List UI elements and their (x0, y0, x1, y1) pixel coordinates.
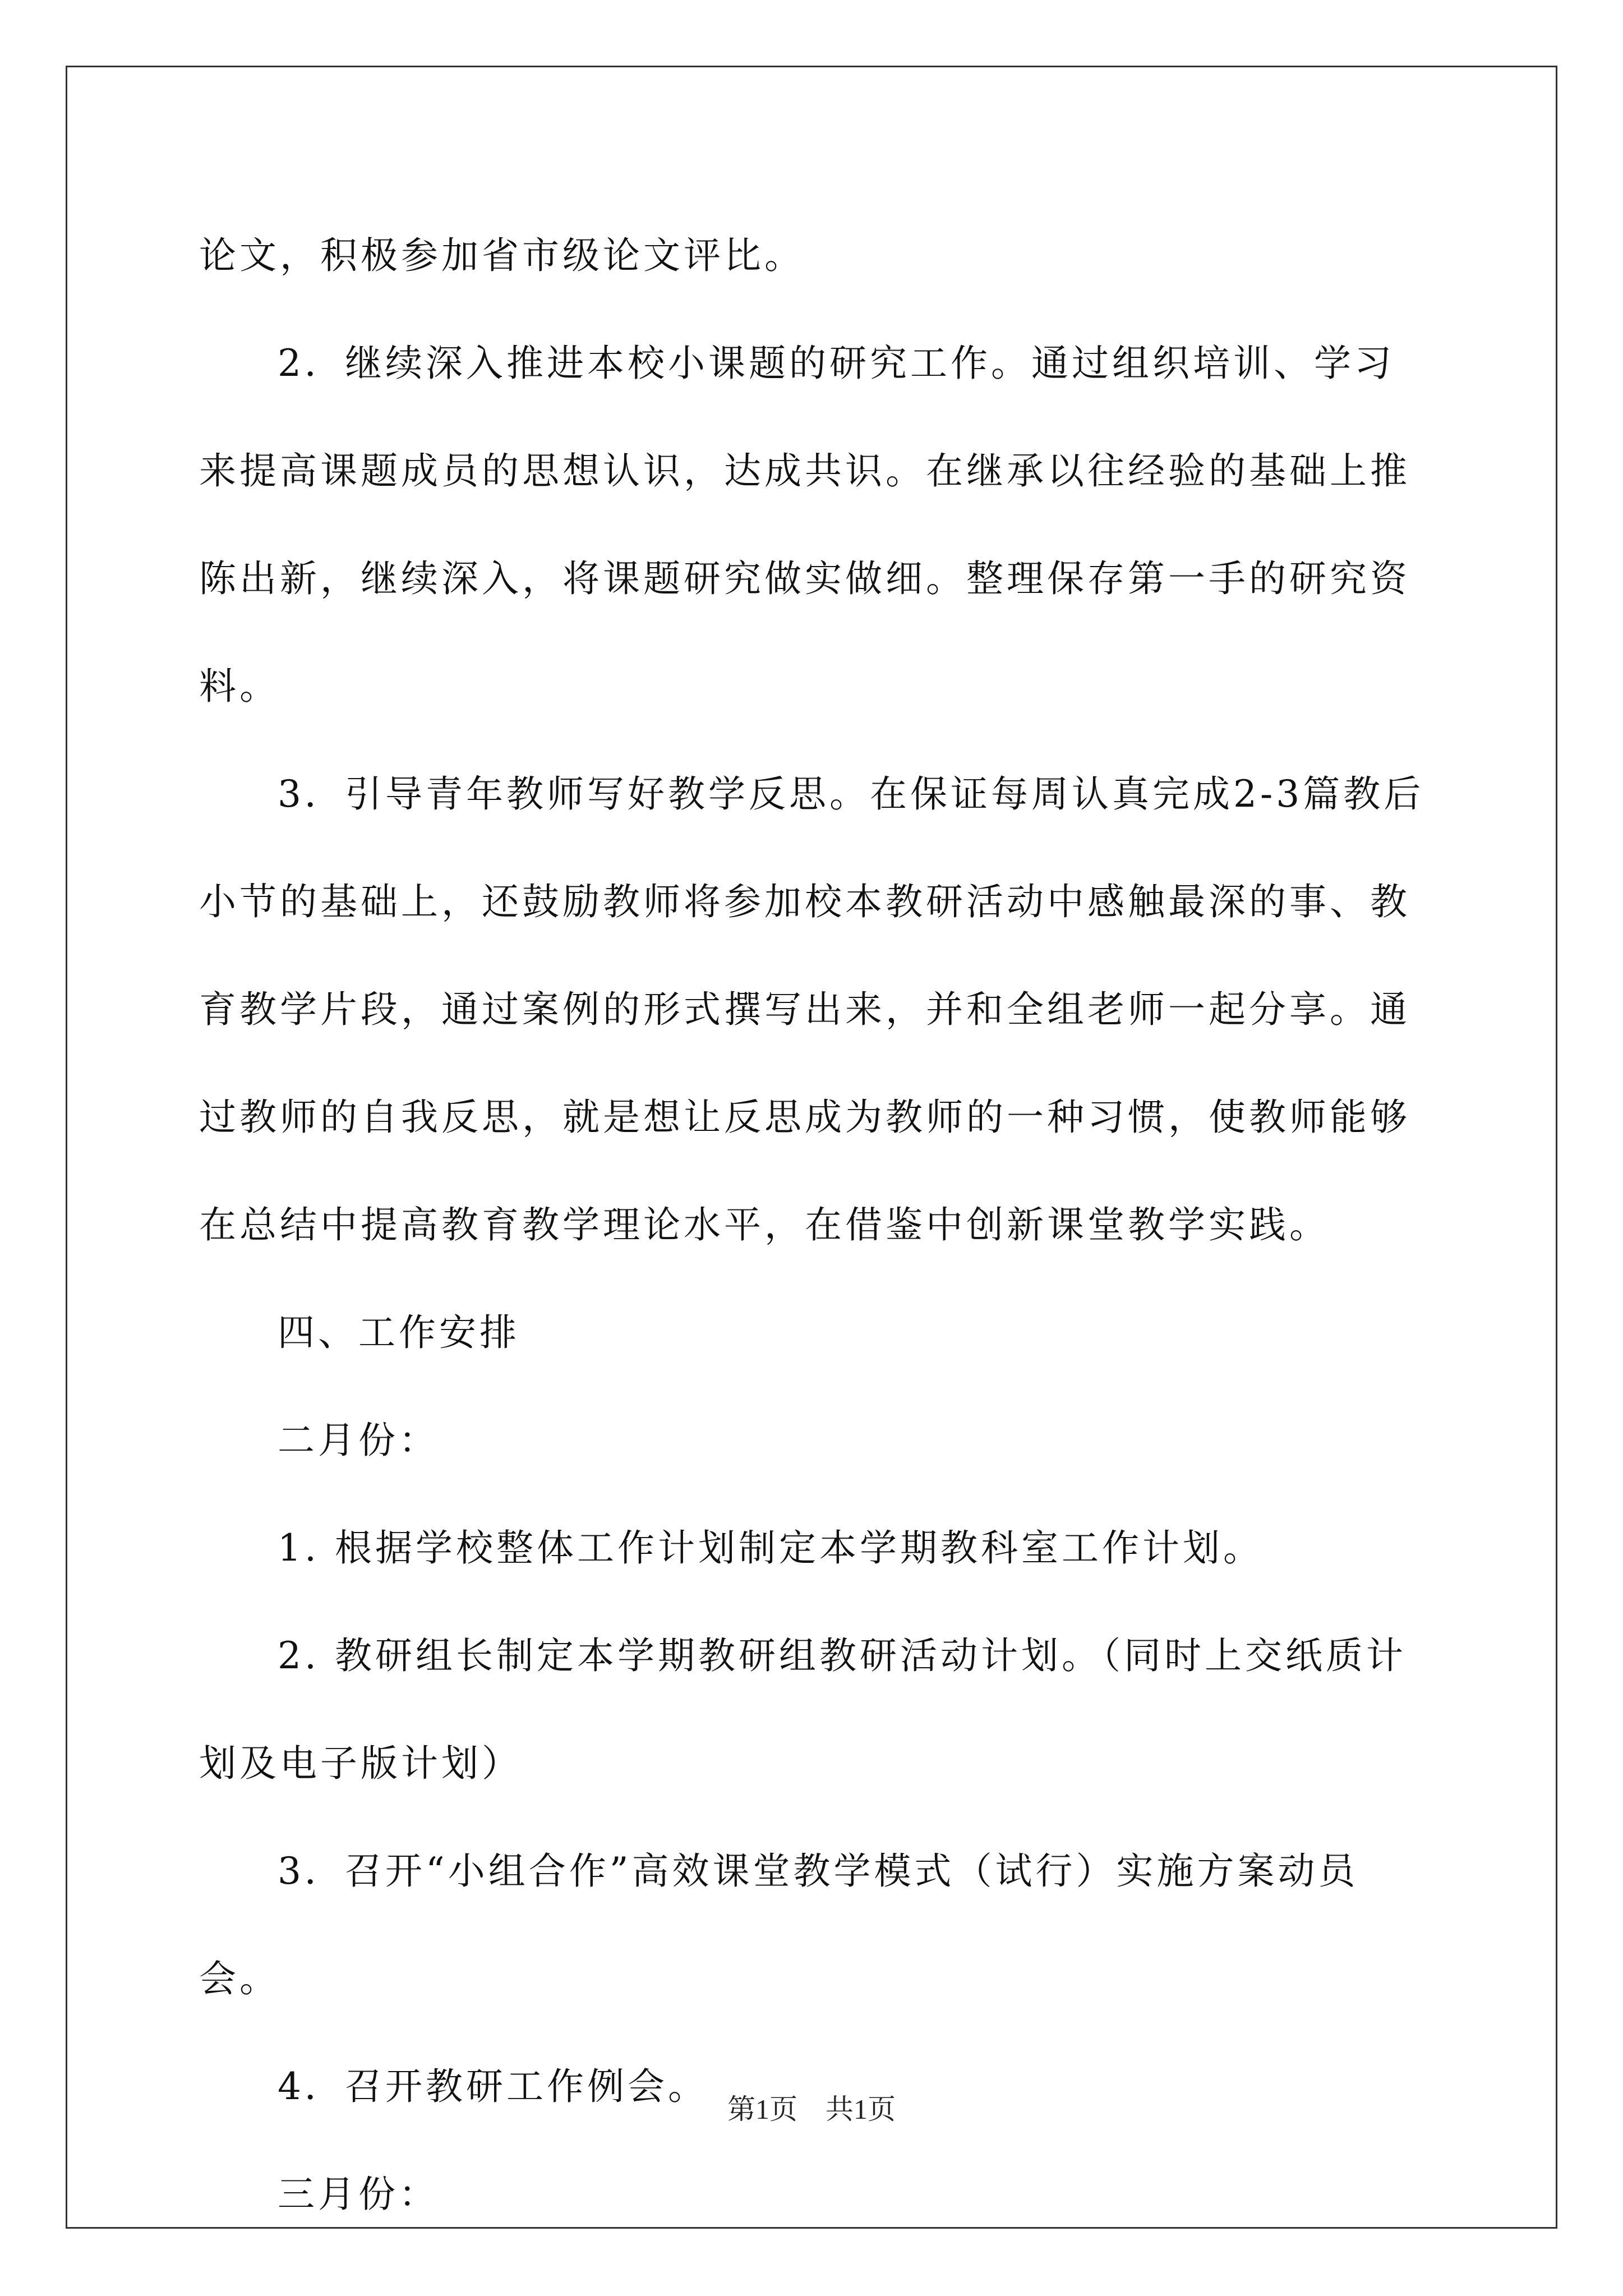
paragraph: 论文，积极参加省市级论文评比。 (199, 234, 805, 277)
month-heading: 三月份： (278, 2173, 439, 2216)
list-item: 4．召开教研工作例会。 (278, 2065, 708, 2108)
month-heading: 二月份： (278, 1419, 439, 1462)
list-item: 3．召开“小组合作”高效课堂教学模式（试行）实施方案动员会。 (199, 1849, 1359, 2000)
list-item: 2. 教研组长制定本学期教研组教研活动计划。（同时上交纸质计划及电子版计划） (199, 1634, 1407, 1785)
page-total: 共1页 (826, 2093, 896, 2125)
page-number: 第1页 (727, 2093, 797, 2125)
document-body (199, 202, 1427, 2248)
paragraph: 3．引导青年教师写好教学反思。在保证每周认真完成2-3篇教后小节的基础上，还鼓励教师将参加校本教研活动中感触最深的事、教育教学片段，通过案例的形式撰写出来，并和全组老师一起分享。通过教师的自我反思，就是想让反思成为教师的一种习惯，使教师能够在总结中提高教育教学理论水平，在借鉴中创新课堂教学实践。 (199, 772, 1424, 1246)
paragraph: 2．继续深入推进本校小课题的研究工作。通过组织培训、学习来提高课题成员的思想认识，达成共识。在继承以往经验的基础上推陈出新，继续深入，将课题研究做实做细。整理保存第一手的研究资料。 (199, 342, 1410, 708)
page-footer (0, 2087, 1623, 2127)
section-heading: 四、工作安排 (278, 1311, 520, 1354)
list-item: 1. 根据学校整体工作计划制定本学期教科室工作计划。 (278, 1526, 1264, 1570)
